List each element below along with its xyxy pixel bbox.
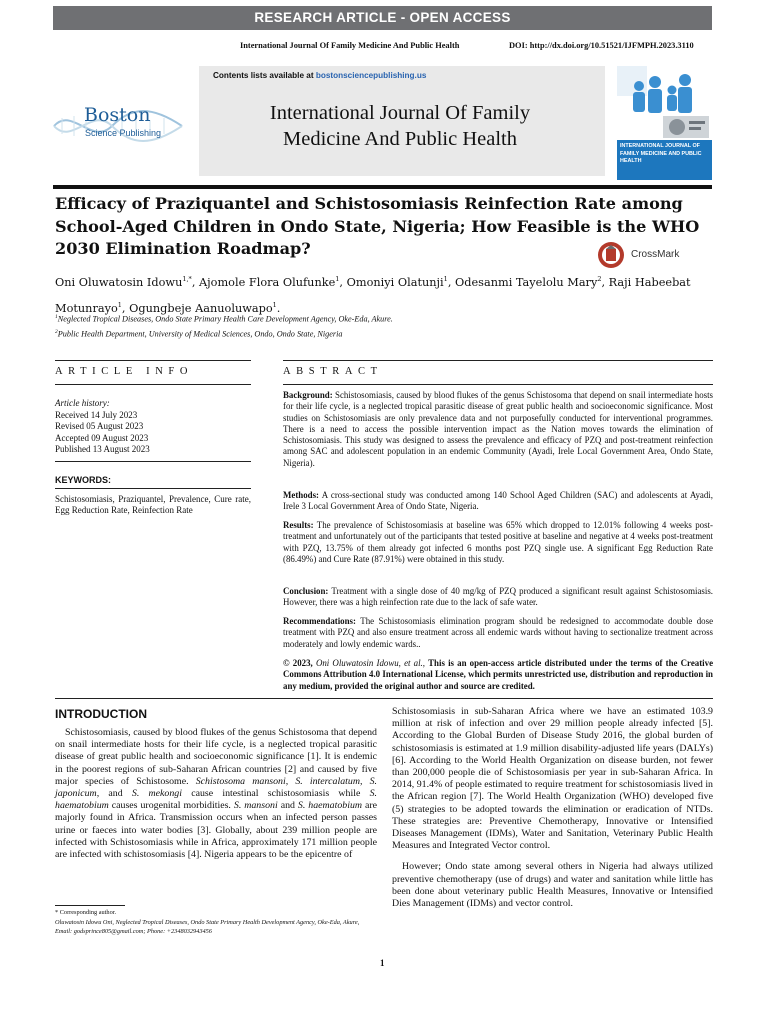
history-label: Article history: xyxy=(55,398,110,408)
journal-cover xyxy=(617,66,712,180)
keywords-label: KEYWORDS: xyxy=(55,475,111,485)
doi-link[interactable]: DOI: http://dx.doi.org/10.51521/IJFMPH.2023.3110 xyxy=(509,41,694,50)
footnote-rule xyxy=(55,905,125,906)
article-info-label: ARTICLE INFO xyxy=(55,366,194,377)
intro-paragraph: Schistosomiasis, caused by blood flukes of the genus Schistosoma that depend on snail intermediate hosts for their life cycle, is a neglected tropical parasitic disease of great public health and socioeconomic significance [1]. It is endemic in the poorest regions of sub-Saharan African countries [2] and caused by five major species of Schistosome. Schistosoma mansoni, S. intercalatum, S. japonicum, and S. mekongi cause intestinal schistosomiasis while S. haematobium causes urogenital morbidities. S. mansoni and S. haematobium are majorly found in Africa. Transmission occurs when an infected person passes urine or faeces into water bodies [3]. Globally, about 239 million people are infected with Schistosomiasis while in Africa, approximately 171 million people are infected with schistosomiasis [4]. Nigeria appears to be the epicentre of xyxy=(55,727,378,861)
logo-name: Boston xyxy=(84,104,151,126)
author: Odesanmi Tayelolu Mary$^2$, xyxy=(455,275,609,289)
abstract-copyright: © 2023, Oni Oluwatosin Idowu, et al., This is an open-access article distributed under the terms of the Creative Commons Attribution 4.0 International License, which permits unrestricted use, distribution and reproduction in any medium, provided the original author and source are credited. xyxy=(283,658,714,691)
author: Omoniyi Olatunji$^1$, xyxy=(346,275,455,289)
publisher-logo xyxy=(52,92,184,152)
abstract-rule xyxy=(283,384,713,385)
corresponding-author-details: Oluwatosin Idowu Oni, Neglected Tropical Diseases, Ondo State Primary Health Development Agency, Oke-Eda, Akure, Email: godsprince805@gmail.com; Phone: +2348032943456 xyxy=(55,918,360,936)
received-date: Received 14 July 2023 xyxy=(55,409,138,420)
abstract-label: ABSTRACT xyxy=(283,366,383,377)
paper-title: Efficacy of Praziquantel and Schistosomiasis Reinfection Rate among School-Aged Children in Ondo State, Nigeria; How Feasible is the WHO 2030 Elimination Roadmap? xyxy=(55,194,700,258)
abstract-conclusion: Conclusion: Treatment with a single dose of 40 mg/kg of PZQ produced a significant result against Schistosomiasis. However, there was a high reinfection rate due to the lack of safe water. xyxy=(283,586,714,608)
intro-paragraph: Schistosomiasis in sub-Saharan Africa where we have an estimated 103.9 million at risk of infection and over 29 million people already infected [5]. According to the Global Burden of Disease Study 2016, the global burden of schistosomiasis is estimated at 1.9 million disability-adjusted life years (DALYs) [6]. According to the World Health Organization on disease burden, not fewer than 200,000 people die of Schistosomiasis per year in sub-Saharan Africa. In 2014, 91.4% of people estimated to require treatment for schistosomiasis lived in the African region [7]. The World Health Organization (WHO) developed five (5) strategies to be adopted towards the elimination or eradication of NTDs. These strategies are: Preventive Chemotherapy, Innovative or Intensified Diseases Management (IDMs), Water and Sanitation, Veterinary Public Health Measures and Integrated Vector control. xyxy=(392,706,713,852)
journal-title-line2: Medicine And Public Health xyxy=(283,128,517,150)
affiliation-2: $^2$Public Health Department, University of Medical Sciences, Ondo, Ondo State, Nigeria xyxy=(55,329,343,339)
info-rule xyxy=(55,384,251,385)
introduction-heading: INTRODUCTION xyxy=(55,707,147,721)
banner: RESEARCH ARTICLE - OPEN ACCESS xyxy=(53,6,712,30)
abstract-results: Results: The prevalence of Schistosomiasis at baseline was 65% which dropped to 12.01% following 4 weeks post-treatment and unfortunately out of the participants that tested positive at baseline and negative at 4 weeks post-treatment with PZQ, 13.75% of them already got infected 6 months post PZQ single use. A significant Egg Reduction Rate (86.49%) and Cure Rate (87.91%) were obtained in this study. xyxy=(283,520,713,564)
contents-line xyxy=(213,71,426,80)
abstract-top-rule xyxy=(283,360,713,361)
family-cover-image xyxy=(617,66,712,140)
running-journal-title: International Journal Of Family Medicine And Public Health xyxy=(240,41,460,50)
abstract-background: Background: Schistosomiasis, caused by blood flukes of the genus Schistosoma that depend on snail intermediate hosts for their life cycle, is a neglected tropical parasitic disease of great public health and socioeconomic significance. Most studies on Schistosomiasis are only prevalence data and not purposefully conducted for interventional programmes. There is a need to access the possible intervention impact as the Nation moves towards the elimination of Schistosomiasis. This study was designed to assess the prevalence and efficacy of PZQ and post-treatment reinfection among SAC and adolescent population in an endemic Community (Ayadi, Irele Local Government Area, Ondo State, Nigeria). xyxy=(283,390,714,468)
history-rule xyxy=(55,461,251,462)
article-history xyxy=(55,398,150,456)
intro-right-column xyxy=(392,706,713,910)
page-number: 1 xyxy=(380,958,385,968)
published-date: Published 13 August 2023 xyxy=(55,444,150,455)
author: Ajomole Flora Olufunke$^1$, xyxy=(199,275,347,289)
journal-title-line1: International Journal Of Family xyxy=(269,102,531,124)
author: Oni Oluwatosin Idowu$^{1,*}$, xyxy=(55,275,199,289)
author: Raji Habeebat Motunrayo$^1$, xyxy=(55,275,691,315)
abstract-methods: Methods: A cross-sectional study was conducted among 140 School Aged Children (SAC) and adolescents at Ayadi, Irele 3 Local Government Area of Ondo State, Nigeria. xyxy=(283,490,713,512)
intro-paragraph: However; Ondo state among several others in Nigeria had always utilized preventive chemotherapy (use of drugs) and water and sanitation while little has been done about veterinary public Health Measures, Innovative or Intensified Dies Management (IDMs) and vector control. xyxy=(392,861,713,910)
keywords: Schistosomiasis, Praziquantel, Prevalence, Cure rate, Egg Reduction Rate, Reinfection Rate xyxy=(55,494,251,516)
corresponding-author-label: * Corresponding author. xyxy=(55,909,117,916)
author: Ogungbeje Aanuoluwapo$^1$. xyxy=(129,300,281,315)
title-rule xyxy=(53,185,712,189)
revised-date: Revised 05 August 2023 xyxy=(55,421,144,432)
keywords-rule xyxy=(55,488,251,489)
cover-title: INTERNATIONAL JOURNAL OF FAMILY MEDICINE AND PUBLIC HEALTH xyxy=(617,140,712,180)
journal-title xyxy=(230,100,570,152)
contents-prefix: Contents lists available at xyxy=(213,71,314,80)
abstract-recommendations: Recommendations: The Schistosomiasis elimination program should be redesigned to accommodate double dose treatment with PZQ and also ensure treatment across all endemic wards without having to sectionalize treatment across moderately and lowly endemic wards.. xyxy=(283,616,714,649)
affiliation-1: $^1$Neglected Tropical Diseases, Ondo State Primary Health Care Development Agency, Oke-Eda, Akure. xyxy=(55,314,393,324)
crossmark-label[interactable]: CrossMark xyxy=(631,249,680,260)
publisher-link[interactable]: bostonsciencepublishing.us xyxy=(315,71,427,80)
intro-left-column xyxy=(55,727,377,861)
author-list xyxy=(55,268,715,320)
abstract-bottom-rule xyxy=(55,698,713,699)
logo-subtitle: Science Publishing xyxy=(85,128,162,138)
accepted-date: Accepted 09 August 2023 xyxy=(55,432,149,443)
info-top-rule xyxy=(55,360,251,361)
footnote xyxy=(55,908,377,937)
